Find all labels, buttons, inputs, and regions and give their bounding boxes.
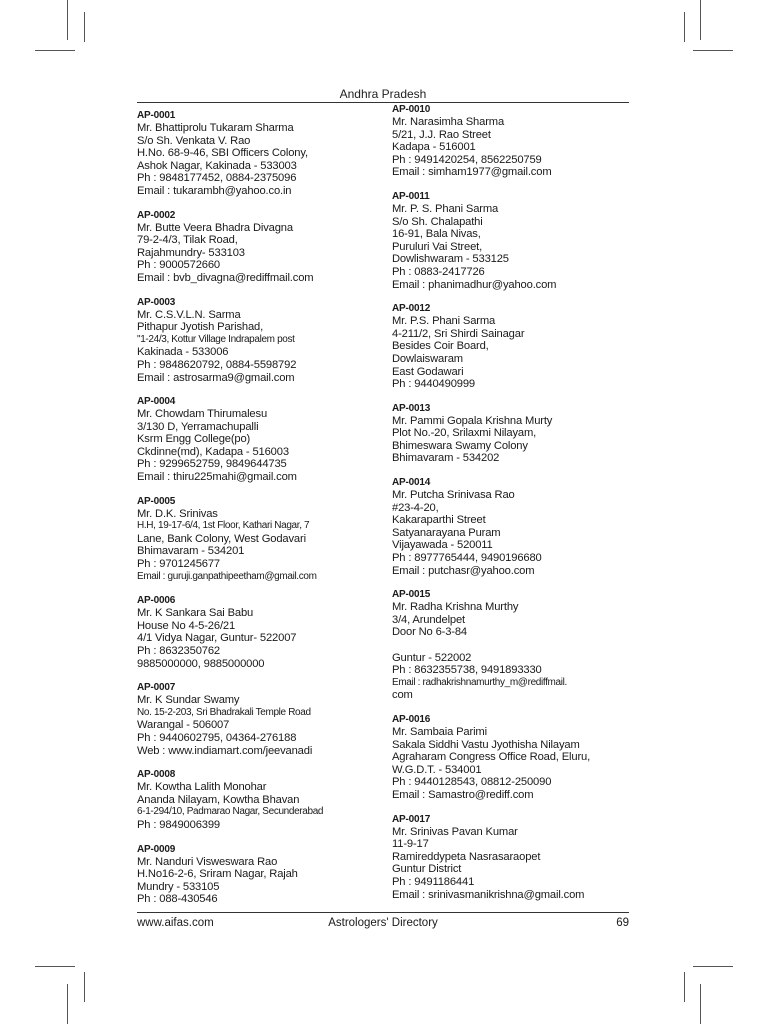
left-column xyxy=(137,109,385,917)
entry-detail: Plot No.-20, Srilaxmi Nilayam, xyxy=(392,427,537,440)
entry-detail: Ph : 9440128543, 08812-250090 xyxy=(392,776,552,789)
entry-detail: Vijayawada - 520011 xyxy=(392,539,493,552)
entry-detail: Email : guruji.ganpathipeetham@gmail.com xyxy=(137,570,317,582)
entry-detail: 3/4, Arundelpet xyxy=(392,613,466,626)
entry-code: AP-0009 xyxy=(137,843,176,855)
entry-detail: No. 15-2-203, Sri Bhadrakali Temple Road xyxy=(137,706,311,718)
entry-detail: Ph : 9440602795, 04364-276188 xyxy=(137,731,297,744)
entry-detail: 5/21, J.J. Rao Street xyxy=(392,128,491,141)
footer-website: www.aifas.com xyxy=(137,917,214,929)
crop-mark xyxy=(684,12,685,42)
entry-detail: com xyxy=(392,689,413,702)
entry-detail: East Godawari xyxy=(392,365,464,378)
entry-detail: Ramireddypeta Nasrasaraopet xyxy=(392,850,541,863)
directory-entry xyxy=(392,302,632,391)
entry-detail: Door No 6-3-84 xyxy=(392,626,468,639)
entry-detail: Puruluri Vai Street, xyxy=(392,240,483,253)
entry-detail: Ph : 8632355738, 9491893330 xyxy=(392,664,542,677)
entry-name: Mr. P.S. Phani Sarma xyxy=(392,315,496,328)
crop-mark xyxy=(67,984,68,1024)
crop-mark xyxy=(84,12,85,42)
entry-detail: Email : tukarambh@yahoo.co.in xyxy=(137,184,292,197)
directory-entry xyxy=(392,190,632,291)
entry-detail: 3/130 D, Yerramachupalli xyxy=(137,420,259,433)
entry-detail: Warangal - 506007 xyxy=(137,719,230,732)
entry-code: AP-0008 xyxy=(137,769,176,781)
crop-mark xyxy=(84,972,85,1002)
crop-mark xyxy=(35,966,75,967)
entry-detail: Web : www.indiamart.com/jeevanadi xyxy=(137,744,313,757)
directory-entry xyxy=(392,103,632,179)
entry-detail: Agraharam Congress Office Road, Eluru, xyxy=(392,751,591,764)
entry-code: AP-0013 xyxy=(392,402,431,414)
directory-entry xyxy=(137,395,385,484)
directory-entry xyxy=(392,402,632,465)
entry-detail: Email : simham1977@gmail.com xyxy=(392,166,552,179)
entry-code: AP-0015 xyxy=(392,589,431,601)
page-number: 69 xyxy=(616,917,629,929)
entry-detail: Email : thiru225mahi@gmail.com xyxy=(137,471,297,484)
entry-detail: Ph : 8632350762 xyxy=(137,645,220,657)
entry-code: AP-0004 xyxy=(137,396,176,408)
entry-name: Mr. Nanduri Visweswara Rao xyxy=(137,855,278,868)
crop-mark xyxy=(700,0,701,40)
entry-detail: H.H, 19-17-6/4, 1st Floor, Kathari Nagar, 7 xyxy=(137,520,310,532)
entry-detail: Ph : 9299652759, 9849644735 xyxy=(137,458,287,471)
crop-mark xyxy=(693,50,733,51)
entry-detail: Guntur - 522002 xyxy=(392,651,472,664)
entry-detail: Dowlaiswaram xyxy=(392,352,463,365)
entry-detail: Ph : 8977765444, 9490196680 xyxy=(392,552,542,565)
directory-entry xyxy=(392,713,632,802)
entry-detail: Kadapa - 516001 xyxy=(392,141,476,154)
entry-name: Mr. Pammi Gopala Krishna Murty xyxy=(392,414,553,427)
entry-detail: Rajahmundry- 533103 xyxy=(137,246,245,259)
entry-code: AP-0001 xyxy=(137,110,176,121)
entry-detail: Email : putchasr@yahoo.com xyxy=(392,564,535,577)
entry-name: Mr. C.S.V.L.N. Sarma xyxy=(137,308,241,321)
entry-code: AP-0007 xyxy=(137,682,176,694)
entry-detail: Ph : 0883-2417726 xyxy=(392,265,485,278)
entry-detail: 9885000000, 9885000000 xyxy=(137,657,265,670)
directory-entry xyxy=(392,813,632,902)
entry-detail: Ph : 9000572660 xyxy=(137,259,220,272)
entry-detail: Ph : 9848177452, 0884-2375096 xyxy=(137,172,297,185)
entry-detail: Ksrm Engg College(po) xyxy=(137,433,251,446)
directory-entry xyxy=(392,476,632,577)
entry-detail: #23-4-20, xyxy=(392,501,439,514)
entry-detail: Ph : 9848620792, 0884-5598792 xyxy=(137,358,297,371)
entry-detail: Lane, Bank Colony, West Godavari xyxy=(137,532,306,545)
entry-detail: Email : Samastro@rediff.com xyxy=(392,788,534,801)
entry-detail: 79-2-4/3, Tilak Road, xyxy=(137,234,238,247)
entry-detail: Kakaraparthi Street xyxy=(392,514,486,527)
entry-detail: Bhimeswara Swamy Colony xyxy=(392,439,528,452)
entry-name: Mr. P. S. Phani Sarma xyxy=(392,202,499,215)
crop-mark xyxy=(700,984,701,1024)
entry-code: AP-0006 xyxy=(137,595,176,607)
entry-code: AP-0010 xyxy=(392,104,431,115)
entry-detail: Ph : 9440490999 xyxy=(392,378,475,391)
directory-entry xyxy=(137,296,385,385)
entry-detail: Dowlishwaram - 533125 xyxy=(392,253,509,266)
entry-detail: Satyanarayana Puram xyxy=(392,526,501,539)
section-title: Andhra Pradesh xyxy=(339,87,427,101)
entry-detail: Sakala Siddhi Vastu Jyothisha Nilayam xyxy=(392,738,580,751)
crop-mark xyxy=(67,0,68,40)
entry-code: AP-0011 xyxy=(392,190,430,202)
entry-detail: 4-211/2, Sri Shirdi Sainagar xyxy=(392,327,525,340)
directory-entry xyxy=(137,768,385,831)
entry-detail: Besides Coir Board, xyxy=(392,340,489,353)
entry-detail: Pithapur Jyotish Parishad, xyxy=(137,321,264,334)
entry-detail: Ph : 088-430546 xyxy=(137,893,218,906)
entry-detail: Bhimavaram - 534201 xyxy=(137,545,245,558)
entry-detail: Bhimavaram - 534202 xyxy=(392,452,500,465)
directory-entry xyxy=(392,588,632,702)
entry-code: AP-0012 xyxy=(392,303,431,315)
entry-detail: Email : bvb_divagna@rediffmail.com xyxy=(137,271,314,284)
entry-detail: W.G.D.T. - 534001 xyxy=(392,763,482,776)
entry-code: AP-0014 xyxy=(392,477,431,489)
entry-detail: 11-9-17 xyxy=(392,838,429,851)
directory-entry xyxy=(137,594,385,670)
entry-detail: Ph : 9491420254, 8562250759 xyxy=(392,153,542,166)
entry-name: Mr. Putcha Srinivasa Rao xyxy=(392,489,515,502)
entry-name: Mr. Radha Krishna Murthy xyxy=(392,601,519,614)
entry-code: AP-0005 xyxy=(137,495,176,507)
entry-detail: H.No. 68-9-46, SBI Officers Colony, xyxy=(137,147,308,160)
entry-code: AP-0016 xyxy=(392,713,431,725)
entry-detail: Email : srinivasmanikrishna@gmail.com xyxy=(392,888,585,901)
entry-detail: Guntur District xyxy=(392,863,462,876)
crop-mark xyxy=(684,972,685,1002)
entry-detail: Ph : 9849006399 xyxy=(137,818,220,831)
entry-detail: H.No16-2-6, Sriram Nagar, Rajah xyxy=(137,868,298,881)
entry-code: AP-0002 xyxy=(137,209,176,221)
entry-detail: S/o Sh. Chalapathi xyxy=(392,215,483,228)
entry-name: Mr. Narasimha Sharma xyxy=(392,116,505,128)
directory-entry xyxy=(137,109,385,198)
directory-entry xyxy=(137,209,385,285)
directory-entry xyxy=(137,681,385,757)
entry-detail: Ckdinne(md), Kadapa - 516003 xyxy=(137,445,289,458)
entry-code: AP-0003 xyxy=(137,296,176,308)
entry-detail: Email : radhakrishnamurthy_m@rediffmail. xyxy=(392,676,567,688)
entry-name: Mr. K Sankara Sai Babu xyxy=(137,607,254,620)
entry-name: Mr. K Sundar Swamy xyxy=(137,694,240,707)
entry-detail xyxy=(392,639,632,652)
entry-detail: Ph : 9701245677 xyxy=(137,558,220,571)
entry-detail: Ph : 9491186441 xyxy=(392,875,475,888)
entry-detail: House No 4-5-26/21 xyxy=(137,619,236,632)
entry-detail: Ashok Nagar, Kakinada - 533003 xyxy=(137,159,297,172)
footer-rule xyxy=(137,912,629,913)
entry-name: Mr. D.K. Srinivas xyxy=(137,507,218,520)
entry-detail: Mundry - 533105 xyxy=(137,880,220,893)
entry-detail: Ananda Nilayam, Kowtha Bhavan xyxy=(137,793,300,806)
entry-name: Mr. Kowtha Lalith Monohar xyxy=(137,781,267,794)
directory-entry xyxy=(137,843,385,906)
entry-name: Mr. Srinivas Pavan Kumar xyxy=(392,825,518,838)
right-column xyxy=(392,103,632,912)
entry-detail: Kakinada - 533006 xyxy=(137,346,229,359)
entry-code: AP-0017 xyxy=(392,813,431,825)
page-footer xyxy=(137,917,629,933)
directory-entry xyxy=(137,495,385,584)
entry-name: Mr. Sambaia Parimi xyxy=(392,725,487,738)
entry-detail: Email : phanimadhur@yahoo.com xyxy=(392,278,557,291)
entry-detail: 16-91, Bala Nivas, xyxy=(392,228,481,241)
crop-mark xyxy=(693,966,733,967)
entry-name: Mr. Bhattiprolu Tukaram Sharma xyxy=(137,122,294,134)
entry-name: Mr. Chowdam Thirumalesu xyxy=(137,408,268,421)
entry-detail: S/o Sh. Venkata V. Rao xyxy=(137,134,251,147)
entry-detail: 6-1-294/10, Padmarao Nagar, Secunderabad xyxy=(137,806,324,818)
footer-title: Astrologers' Directory xyxy=(328,917,438,929)
entry-detail: "1-24/3, Kottur Village Indrapalem post xyxy=(137,333,295,345)
crop-mark xyxy=(35,50,75,51)
entry-name: Mr. Butte Veera Bhadra Divagna xyxy=(137,221,293,234)
entry-detail: 4/1 Vidya Nagar, Guntur- 522007 xyxy=(137,632,297,645)
entry-detail: Email : astrosarma9@gmail.com xyxy=(137,371,295,384)
